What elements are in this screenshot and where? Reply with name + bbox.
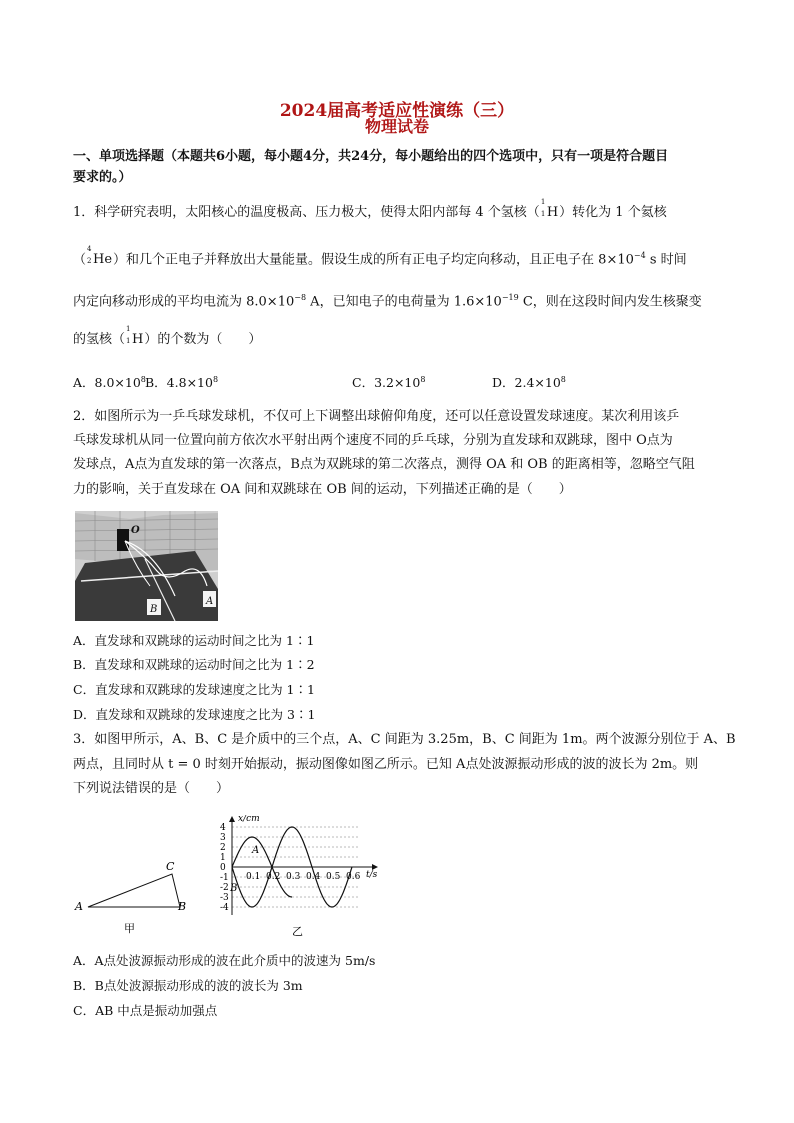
y-tick-label: -2 bbox=[220, 883, 229, 893]
q3-option-a[interactable]: A．A点处波源振动形成的波在此介质中的波速为 5m/s bbox=[73, 953, 376, 968]
page-title: 2024届高考适应性演练（三） bbox=[279, 101, 515, 121]
q1-option-a[interactable]: A．$8.0\times 10^8$ bbox=[73, 374, 146, 390]
y-tick-label: 3 bbox=[220, 833, 226, 843]
y-axis-label: x/cm bbox=[238, 815, 260, 824]
helium-nucleus: 4 2 He bbox=[87, 245, 113, 268]
y-tick-label: 2 bbox=[220, 843, 226, 853]
y-tick-label: -1 bbox=[220, 873, 229, 883]
x-axis-label: t/s bbox=[366, 870, 378, 880]
section-heading-line2: 要求的。） bbox=[73, 170, 132, 185]
q3-option-b[interactable]: B．B点处波源振动形成的波的波长为 3m bbox=[73, 978, 303, 993]
q2-line1: 2．如图所示为一乒乓球发球机，不仅可上下调整出球俯仰角度，还可以任意设置发球速度。某次利用该乒 bbox=[73, 409, 680, 424]
label-o: O bbox=[131, 525, 140, 536]
hydrogen-nucleus: 1 1 H bbox=[126, 325, 144, 347]
ping-pong-machine-figure bbox=[75, 511, 218, 621]
q2-line2: 乓球发球机从同一位置向前方依次水平射出两个速度不同的乒乓球，分别为直发球和双跳球，图中 O点为 bbox=[73, 433, 673, 448]
svg-text:B: B bbox=[178, 900, 187, 913]
label-a: A bbox=[206, 596, 214, 607]
svg-text:C: C bbox=[166, 860, 175, 873]
x-tick-label: 0.6 bbox=[346, 872, 361, 882]
y-tick-label: -4 bbox=[220, 903, 229, 913]
fig-caption: 乙 bbox=[292, 925, 303, 938]
label-b: B bbox=[150, 604, 158, 615]
y-tick-label: 1 bbox=[220, 853, 226, 863]
y-tick-label: 4 bbox=[220, 823, 226, 833]
x-tick-label: 0.5 bbox=[326, 872, 341, 882]
curve-a-label: A bbox=[252, 845, 260, 856]
vibration-graph bbox=[210, 815, 390, 940]
hydrogen-nucleus: 1 1 H bbox=[540, 198, 559, 220]
page-subtitle: 物理试卷 bbox=[364, 117, 429, 136]
x-tick-label: 0.1 bbox=[246, 872, 261, 882]
q1-line1: 1．科学研究表明，太阳核心的温度极高、压力极大，使得太阳内部每 4 个氢核（ 1 1 H）转化为 1 个氦核 bbox=[73, 203, 733, 223]
q2-option-b[interactable]: B．直发球和双跳球的运动时间之比为 1∶2 bbox=[73, 657, 315, 672]
y-tick-label: 0 bbox=[220, 863, 226, 873]
q1-option-c[interactable]: C．$3.2\times 10^8$ bbox=[352, 374, 426, 390]
q1-line2: （ 4 2 He）和几个正电子并释放出大量能量。假设生成的所有正电子均定向移动，且正电子在 $8\times 10^{-4}$ s 时间 bbox=[73, 246, 733, 270]
q1-line4: 的氢核（ 1 1 H）的个数为（ ） bbox=[73, 330, 733, 350]
q2-line3: 发球点，A点为直发球的第一次落点，B点为双跳球的第二次落点，测得 OA 和 OB 的距离相等，忽略空气阻 bbox=[73, 457, 695, 472]
triangle-abc-figure bbox=[70, 860, 200, 940]
q1-option-d[interactable]: D．$2.4\times 10^8$ bbox=[492, 374, 566, 390]
svg-text:A: A bbox=[75, 900, 83, 913]
section-heading-line1: 一、单项选择题（本题共6小题，每小题4分，共24分，每小题给出的四个选项中，只有一项是符合题目 bbox=[73, 149, 669, 164]
q1-option-b[interactable]: B．$4.8\times 10^8$ bbox=[145, 374, 219, 390]
q3-line3: 下列说法错误的是（ ） bbox=[73, 781, 230, 796]
q3-line2: 两点，且同时从 t = 0 时刻开始振动，振动图像如图乙所示。已知 A点处波源振动形成的波的波长为 2m。则 bbox=[73, 757, 699, 772]
q3-option-c[interactable]: C．AB 中点是振动加强点 bbox=[73, 1003, 218, 1018]
x-tick-label: 0.2 bbox=[266, 872, 281, 882]
q2-option-c[interactable]: C．直发球和双跳球的发球速度之比为 1∶1 bbox=[73, 682, 315, 697]
x-tick-label: 0.4 bbox=[306, 872, 321, 882]
q3-line1: 3．如图甲所示，A、B、C 是介质中的三个点，A、C 间距为 3.25m，B、C 间距为 1m。两个波源分别位于 A、B bbox=[73, 732, 736, 747]
q2-option-a[interactable]: A．直发球和双跳球的运动时间之比为 1∶1 bbox=[73, 633, 315, 648]
q1-line3: 内定向移动形成的平均电流为 $8.0\times 10^{-8}$ A，已知电子的电荷量为 $1.6\times 10^{-19}$ C，则在这段时间内发生核聚变 bbox=[73, 293, 702, 310]
x-tick-label: 0.3 bbox=[286, 872, 301, 882]
q2-option-d[interactable]: D．直发球和双跳球的发球速度之比为 3∶1 bbox=[73, 707, 316, 722]
curve-b-label: B bbox=[230, 883, 238, 894]
svg-text:甲: 甲 bbox=[124, 922, 135, 935]
y-tick-label: -3 bbox=[220, 893, 229, 903]
q2-line4: 力的影响，关于直发球在 OA 间和双跳球在 OB 间的运动，下列描述正确的是（ ） bbox=[73, 482, 572, 497]
